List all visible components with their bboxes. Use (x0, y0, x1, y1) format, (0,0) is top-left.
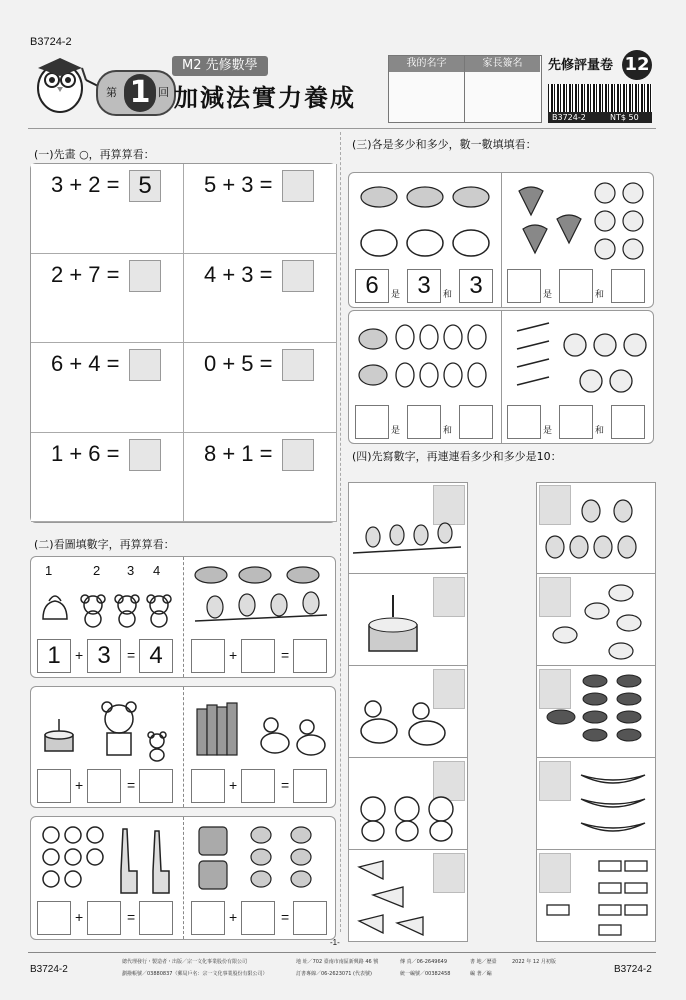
is-word: 是 (543, 426, 553, 436)
equals-sign: = (281, 909, 290, 925)
is-word: 是 (543, 290, 553, 300)
answer-box[interactable] (282, 170, 314, 202)
answer-box[interactable] (241, 639, 275, 673)
divider (537, 573, 655, 574)
section1-heading: (一)先畫 ○，再算算看： (34, 148, 155, 161)
section4-right-column (536, 482, 656, 942)
owl-mascot-icon (28, 50, 100, 114)
math-problem-cell (31, 254, 184, 344)
answer-box[interactable] (433, 577, 465, 617)
answer-box[interactable] (37, 901, 71, 935)
bananas-icon (577, 765, 649, 845)
equals-sign: = (281, 647, 290, 663)
answer-box[interactable]: 5 (129, 170, 161, 202)
answer-box[interactable] (293, 901, 327, 935)
count-label: 4 (153, 563, 161, 578)
lesson-prefix: 第 (106, 86, 117, 99)
is-word: 是 (391, 426, 401, 436)
hats-and-lemons-icon (355, 177, 495, 267)
megaphones-icon (353, 859, 433, 939)
answer-box[interactable] (407, 405, 441, 439)
section2-panel-2 (30, 686, 336, 808)
answer-box[interactable] (539, 761, 571, 801)
answer-box[interactable] (129, 260, 161, 292)
answer-box[interactable] (282, 260, 314, 292)
plus-sign: + (75, 777, 84, 793)
divider (183, 557, 185, 677)
plus-sign: + (75, 909, 84, 925)
is-word: 是 (391, 290, 401, 300)
cake-and-bears-icon (37, 695, 177, 765)
ducks-icon (355, 687, 455, 753)
count-label: 2 (93, 563, 101, 578)
price: NT$ 50 (610, 113, 639, 122)
answer-box[interactable] (191, 769, 225, 803)
plus-sign: + (229, 909, 238, 925)
equation-text: 5 + 3 = (204, 172, 273, 197)
answer-box[interactable] (611, 405, 645, 439)
mice-and-chicks-icon (355, 315, 495, 399)
divider (349, 665, 467, 666)
answer-box[interactable] (459, 405, 493, 439)
count-label: 1 (45, 563, 53, 578)
divider (501, 311, 503, 443)
answer-box[interactable] (129, 439, 161, 471)
footer-account: 劃撥帳號／03880837（郵局戶名：宗一文化事業股份有限公司） (122, 971, 268, 977)
count-label: 3 (127, 563, 135, 578)
flowers-and-giraffes-icon (37, 821, 177, 897)
divider (349, 573, 467, 574)
math-problem-cell (184, 164, 337, 254)
divider (537, 849, 655, 850)
answer-box[interactable] (611, 269, 645, 303)
answer-box[interactable] (191, 639, 225, 673)
footer-unified: 統一編號／00382458 (400, 971, 451, 977)
divider (537, 757, 655, 758)
footer-edition: 2022 年 12 月初版 (512, 959, 556, 965)
plus-sign: + (75, 647, 84, 663)
section2-panel-1 (30, 556, 336, 678)
answer-box[interactable] (241, 901, 275, 935)
barcode-code: B3724-2 (552, 113, 586, 122)
parent-label: 家長簽名 (465, 56, 540, 72)
divider (28, 952, 656, 953)
section4-left-column (348, 482, 468, 942)
and-word: 和 (595, 426, 605, 436)
divider (537, 665, 655, 666)
bag-and-mice-icon (37, 579, 177, 629)
equation-text: 2 + 7 = (51, 261, 120, 287)
section3-panel-1 (348, 172, 654, 308)
answer-box[interactable] (241, 769, 275, 803)
equals-sign: = (127, 777, 136, 793)
answer-box[interactable]: 6 (355, 269, 389, 303)
section2-panel-3 (30, 816, 336, 940)
answer-box[interactable] (282, 349, 314, 381)
answer-box[interactable] (433, 853, 465, 893)
equals-sign: = (281, 777, 290, 793)
fish-icon (541, 579, 651, 663)
equals-sign: = (127, 647, 136, 663)
footer-code-left: B3724-2 (30, 964, 68, 975)
divider (349, 757, 467, 758)
horses-icon (541, 855, 651, 939)
section3-heading: (三)各是多少和多少，數一數填填看： (352, 138, 537, 151)
answer-box[interactable]: 3 (87, 639, 121, 673)
divider (28, 128, 656, 129)
section1-grid (30, 163, 336, 523)
answer-box[interactable] (37, 769, 71, 803)
birds-on-branch-icon (353, 507, 461, 567)
answer-box[interactable] (87, 901, 121, 935)
answer-box[interactable] (293, 769, 327, 803)
signature-box (388, 55, 542, 123)
answer-box[interactable] (507, 269, 541, 303)
books-and-ducks-icon (191, 695, 331, 765)
answer-box[interactable] (559, 269, 593, 303)
math-problem-cell (31, 164, 184, 254)
dark-fish-icon (541, 671, 651, 755)
plus-sign: + (229, 647, 238, 663)
section2-heading: (二)看圖填數字，再算算看： (34, 538, 175, 551)
answer-box[interactable]: 3 (407, 269, 441, 303)
answer-box[interactable] (87, 769, 121, 803)
answer-box[interactable] (507, 405, 541, 439)
equals-sign: = (127, 909, 136, 925)
section3-panel-2 (348, 310, 654, 444)
divider (464, 56, 465, 122)
footer-fax: 傳 真／06-2649649 (400, 959, 448, 965)
and-word: 和 (443, 290, 453, 300)
birthday-cake-icon (363, 583, 423, 659)
equation-text: 8 + 1 = (204, 440, 273, 466)
strawberries-and-balls-icon (509, 177, 649, 267)
name-label: 我的名字 (389, 56, 464, 72)
footer-editor: 編 著／編 (470, 971, 492, 977)
price-bar (548, 112, 652, 123)
and-word: 和 (595, 290, 605, 300)
answer-box[interactable]: 4 (139, 639, 173, 673)
section4-heading: (四)先寫數字，再連連看多少和多少是10： (352, 450, 562, 463)
answer-box[interactable]: 3 (459, 269, 493, 303)
lesson-badge (96, 70, 176, 116)
subtitle-tag: M2 先修數學 (172, 56, 268, 76)
divider (501, 173, 503, 307)
answer-box[interactable] (282, 439, 314, 471)
barcode-icon (548, 84, 652, 112)
lesson-number: 1 (124, 74, 156, 112)
equation-text: 0 + 5 = (204, 351, 273, 376)
answer-box[interactable] (559, 405, 593, 439)
equation-text: 3 + 2 = (51, 172, 120, 197)
math-problem-cell (184, 254, 337, 344)
page-number: -1- (330, 938, 340, 947)
divider (340, 132, 342, 932)
jars-and-pears-icon (191, 821, 331, 897)
divider (183, 817, 185, 939)
answer-box[interactable] (129, 349, 161, 381)
plus-sign: + (229, 777, 238, 793)
footer-area: 書 地／歷臺 (470, 959, 497, 965)
footer-address: 地 址／702 臺南市南區新興路 46 號 (296, 959, 379, 965)
answer-box[interactable] (293, 639, 327, 673)
and-word: 和 (443, 426, 453, 436)
equation-text: 1 + 6 = (51, 440, 120, 466)
math-problem-cell (31, 343, 184, 433)
top-code: B3724-2 (30, 36, 72, 48)
answer-box[interactable] (191, 901, 225, 935)
rabbits-icon (541, 489, 651, 569)
exam-label: 先修評量卷 (548, 58, 614, 73)
footer-publisher: 總代理發行・製造者・出版／宗一文化事業股份有限公司 (122, 959, 248, 965)
answer-box[interactable]: 1 (37, 639, 71, 673)
math-problem-cell (184, 433, 337, 523)
lesson-suffix: 回 (158, 86, 169, 99)
equation-text: 4 + 3 = (204, 261, 273, 287)
divider (183, 687, 185, 807)
divider (349, 849, 467, 850)
footer-code-right: B3724-2 (614, 964, 652, 975)
shrimp-and-radishes-icon (509, 315, 649, 399)
hats-and-birds-icon (191, 563, 331, 633)
footer-order-line: 訂書專線／06-2623071 (代表號) (296, 971, 372, 977)
page-title: 加減法實力養成 (174, 84, 356, 112)
answer-box[interactable] (139, 769, 173, 803)
math-problem-cell (184, 343, 337, 433)
answer-box[interactable] (355, 405, 389, 439)
exam-number: 12 (622, 50, 652, 80)
math-problem-cell (31, 433, 184, 523)
mice-icon (353, 781, 461, 845)
answer-box[interactable] (139, 901, 173, 935)
equation-text: 6 + 4 = (51, 351, 120, 376)
